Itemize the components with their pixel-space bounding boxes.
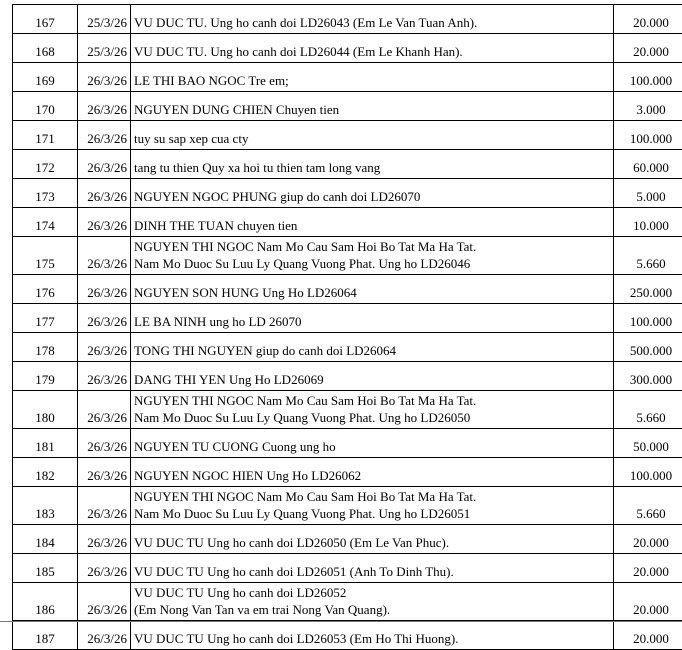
row-number: 186 — [13, 583, 78, 621]
page-bottom-divider — [0, 621, 682, 622]
row-number: 183 — [13, 487, 78, 525]
row-date: 26/3/26 — [78, 362, 131, 391]
row-date: 26/3/26 — [78, 583, 131, 621]
table-row — [13, 583, 682, 621]
table-row — [13, 121, 682, 150]
table-row — [13, 554, 682, 583]
row-date: 26/3/26 — [78, 304, 131, 333]
row-amount: 60.000 — [614, 150, 682, 179]
row-date: 26/3/26 — [78, 391, 131, 429]
row-date: 26/3/26 — [78, 458, 131, 487]
table-row — [13, 92, 682, 121]
row-date: 25/3/26 — [78, 5, 131, 34]
row-amount: 3.000 — [614, 92, 682, 121]
table-row — [13, 429, 682, 458]
row-description: LE THI BAO NGOC Tre em; — [131, 63, 614, 92]
row-description — [131, 237, 614, 275]
row-number: 167 — [13, 5, 78, 34]
row-date: 26/3/26 — [78, 429, 131, 458]
row-description: LE BA NINH ung ho LD 26070 — [131, 304, 614, 333]
row-number: 176 — [13, 275, 78, 304]
row-number: 173 — [13, 179, 78, 208]
table-row — [13, 458, 682, 487]
row-amount: 100.000 — [614, 458, 682, 487]
row-amount: 300.000 — [614, 362, 682, 391]
row-number: 182 — [13, 458, 78, 487]
row-number: 170 — [13, 92, 78, 121]
table-row — [13, 150, 682, 179]
row-description: NGUYEN DUNG CHIEN Chuyen tien — [131, 92, 614, 121]
row-date: 26/3/26 — [78, 621, 131, 650]
table-row — [13, 34, 682, 63]
row-number: 179 — [13, 362, 78, 391]
row-description-line: VU DUC TU Ung ho canh doi LD26052 — [134, 584, 610, 601]
row-description: VU DUC TU. Ung ho canh doi LD26044 (Em Le Khanh Han). — [131, 34, 614, 63]
row-number: 171 — [13, 121, 78, 150]
row-amount: 5.660 — [614, 487, 682, 525]
row-amount: 20.000 — [614, 34, 682, 63]
table-row — [13, 304, 682, 333]
row-amount: 250.000 — [614, 275, 682, 304]
row-amount: 20.000 — [614, 525, 682, 554]
row-number: 181 — [13, 429, 78, 458]
row-date: 26/3/26 — [78, 487, 131, 525]
table-row — [13, 391, 682, 429]
row-description — [131, 583, 614, 621]
row-amount: 20.000 — [614, 621, 682, 650]
row-description: tuy su sap xep cua cty — [131, 121, 614, 150]
row-description: VU DUC TU Ung ho canh doi LD26050 (Em Le Van Phuc). — [131, 525, 614, 554]
row-amount: 50.000 — [614, 429, 682, 458]
row-amount: 5.660 — [614, 237, 682, 275]
row-date: 26/3/26 — [78, 333, 131, 362]
row-description-line: NGUYEN THI NGOC Nam Mo Cau Sam Hoi Bo Tat Ma Ha Tat. — [134, 488, 610, 505]
row-amount: 100.000 — [614, 304, 682, 333]
row-number: 174 — [13, 208, 78, 237]
table-row — [13, 5, 682, 34]
row-amount: 5.660 — [614, 391, 682, 429]
row-description-line: NGUYEN THI NGOC Nam Mo Cau Sam Hoi Bo Tat Ma Ha Tat. — [134, 238, 610, 255]
row-date: 26/3/26 — [78, 525, 131, 554]
table-row — [13, 333, 682, 362]
row-date: 26/3/26 — [78, 275, 131, 304]
row-description: VU DUC TU Ung ho canh doi LD26053 (Em Ho Thi Huong). — [131, 621, 614, 650]
row-date: 25/3/26 — [78, 34, 131, 63]
row-number: 184 — [13, 525, 78, 554]
table-row — [13, 63, 682, 92]
row-description — [131, 487, 614, 525]
table-row — [13, 179, 682, 208]
row-description: VU DUC TU Ung ho canh doi LD26051 (Anh To Dinh Thu). — [131, 554, 614, 583]
row-description-line: Nam Mo Duoc Su Luu Ly Quang Vuong Phat. Ung ho LD26051 — [134, 505, 610, 522]
row-description: DANG THI YEN Ung Ho LD26069 — [131, 362, 614, 391]
row-date: 26/3/26 — [78, 150, 131, 179]
row-number: 168 — [13, 34, 78, 63]
donation-ledger-table — [12, 4, 682, 650]
row-amount: 10.000 — [614, 208, 682, 237]
row-amount: 20.000 — [614, 554, 682, 583]
row-date: 26/3/26 — [78, 63, 131, 92]
row-description: NGUYEN SON HUNG Ung Ho LD26064 — [131, 275, 614, 304]
row-number: 180 — [13, 391, 78, 429]
row-date: 26/3/26 — [78, 92, 131, 121]
row-amount: 20.000 — [614, 583, 682, 621]
row-description: TONG THI NGUYEN giup do canh doi LD26064 — [131, 333, 614, 362]
row-description: NGUYEN NGOC HIEN Ung Ho LD26062 — [131, 458, 614, 487]
row-number: 169 — [13, 63, 78, 92]
row-number: 187 — [13, 621, 78, 650]
row-description-line: Nam Mo Duoc Su Luu Ly Quang Vuong Phat. Ung ho LD26050 — [134, 409, 610, 426]
row-amount: 5.000 — [614, 179, 682, 208]
row-amount: 100.000 — [614, 63, 682, 92]
table-row — [13, 237, 682, 275]
row-description: VU DUC TU. Ung ho canh doi LD26043 (Em Le Van Tuan Anh). — [131, 5, 614, 34]
row-description: NGUYEN NGOC PHUNG giup do canh doi LD26070 — [131, 179, 614, 208]
row-date: 26/3/26 — [78, 121, 131, 150]
table-row — [13, 362, 682, 391]
row-description: NGUYEN TU CUONG Cuong ung ho — [131, 429, 614, 458]
row-number: 185 — [13, 554, 78, 583]
row-description: DINH THE TUAN chuyen tien — [131, 208, 614, 237]
row-number: 177 — [13, 304, 78, 333]
row-number: 172 — [13, 150, 78, 179]
row-amount: 500.000 — [614, 333, 682, 362]
table-row — [13, 487, 682, 525]
row-description-line: NGUYEN THI NGOC Nam Mo Cau Sam Hoi Bo Tat Ma Ha Tat. — [134, 392, 610, 409]
row-description-line: (Em Nong Van Tan va em trai Nong Van Quang). — [134, 601, 610, 618]
table-row — [13, 275, 682, 304]
row-amount: 20.000 — [614, 5, 682, 34]
row-description-line: Nam Mo Duoc Su Luu Ly Quang Vuong Phat. Ung ho LD26046 — [134, 255, 610, 272]
table-row — [13, 208, 682, 237]
table-row — [13, 525, 682, 554]
row-description: tang tu thien Quy xa hoi tu thien tam long vang — [131, 150, 614, 179]
row-description — [131, 391, 614, 429]
row-date: 26/3/26 — [78, 237, 131, 275]
row-date: 26/3/26 — [78, 208, 131, 237]
row-date: 26/3/26 — [78, 179, 131, 208]
row-date: 26/3/26 — [78, 554, 131, 583]
row-amount: 100.000 — [614, 121, 682, 150]
row-number: 178 — [13, 333, 78, 362]
row-number: 175 — [13, 237, 78, 275]
